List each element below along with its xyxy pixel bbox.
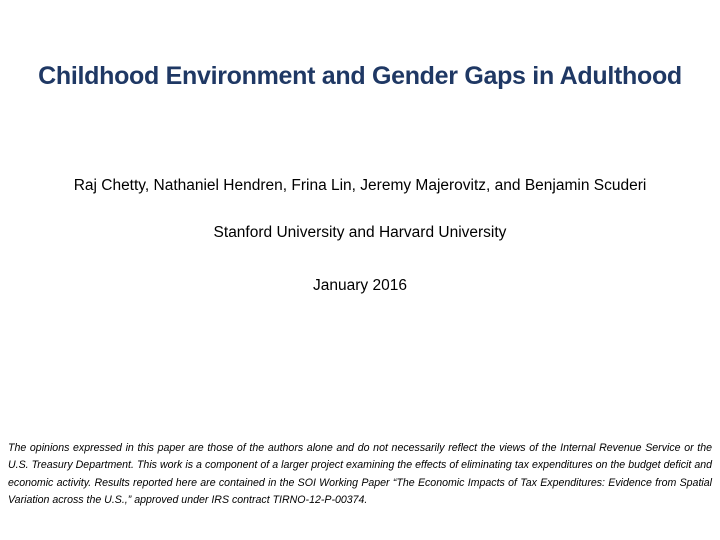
disclaimer-note: The opinions expressed in this paper are those of the authors alone and do not necessarily reflect the views of the Internal Revenue Service or the U.S. Treasury Department. This work is a component of a larger project examining the effects of eliminating tax expenditures on the budget deficit and economic activity. Results reported here are contained in the SOI Working Paper “The Economic Impacts of Tax Expenditures: Evidence from Spatial Variation across the U.S.,” approved under IRS contract TIRNO-12-P-00374. <box>8 442 712 507</box>
author-list: Raj Chetty, Nathaniel Hendren, Frina Lin, Jeremy Majerovitz, and Benjamin Scuderi <box>73 177 647 194</box>
slide-title: Childhood Environment and Gender Gaps in Adulthood <box>38 62 682 90</box>
presentation-date: January 2016 <box>313 277 407 294</box>
affiliation: Stanford University and Harvard University <box>213 224 507 241</box>
